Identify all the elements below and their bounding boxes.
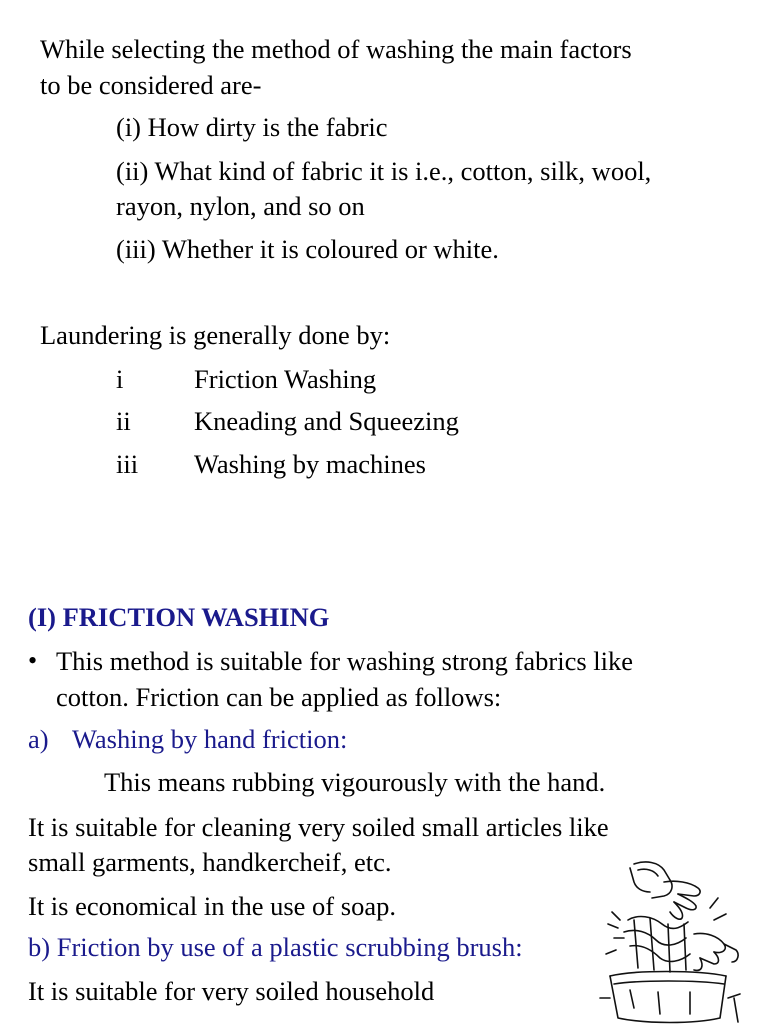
paragraph-1-line-2: small garments, handkercheif, etc. [28,847,392,877]
paragraph-2: It is economical in the use of soap. [28,891,396,921]
factor-item-2: (ii) What kind of fabric it is i.e., cotton, silk, wool, [116,156,652,186]
sub-a-marker: a) [28,724,49,754]
paragraph-1-line-1: It is suitable for cleaning very soiled small articles like [28,812,609,842]
factor-item-2-continued: rayon, nylon, and so on [116,191,365,221]
sub-a-heading: Washing by hand friction: [72,724,348,754]
method-label: Kneading and Squeezing [194,406,459,436]
intro-line-2: to be considered are- [40,70,262,100]
method-label: Washing by machines [194,449,426,479]
intro-line-1: While selecting the method of washing the main factors [40,34,632,64]
method-number: iii [116,449,139,479]
friction-washing-heading: (I) FRICTION WASHING [28,602,330,632]
paragraph-3: It is suitable for very soiled household [28,976,435,1006]
method-label: Friction Washing [194,364,377,394]
factor-item-1: (i) How dirty is the fabric [116,112,388,142]
bullet-icon: • [28,646,38,675]
bullet-text-line-2: cotton. Friction can be applied as follows: [56,682,502,712]
sub-b-heading: b) Friction by use of a plastic scrubbing brush: [28,932,523,962]
hand-washing-illustration-icon [594,858,744,1024]
method-number: i [116,364,124,394]
bullet-text-line-1: This method is suitable for washing strong fabrics like [56,646,634,676]
factor-item-3: (iii) Whether it is coloured or white. [116,234,499,264]
sub-a-description: This means rubbing vigourously with the hand. [104,767,606,797]
laundering-heading: Laundering is generally done by: [40,320,391,350]
method-number: ii [116,406,131,436]
